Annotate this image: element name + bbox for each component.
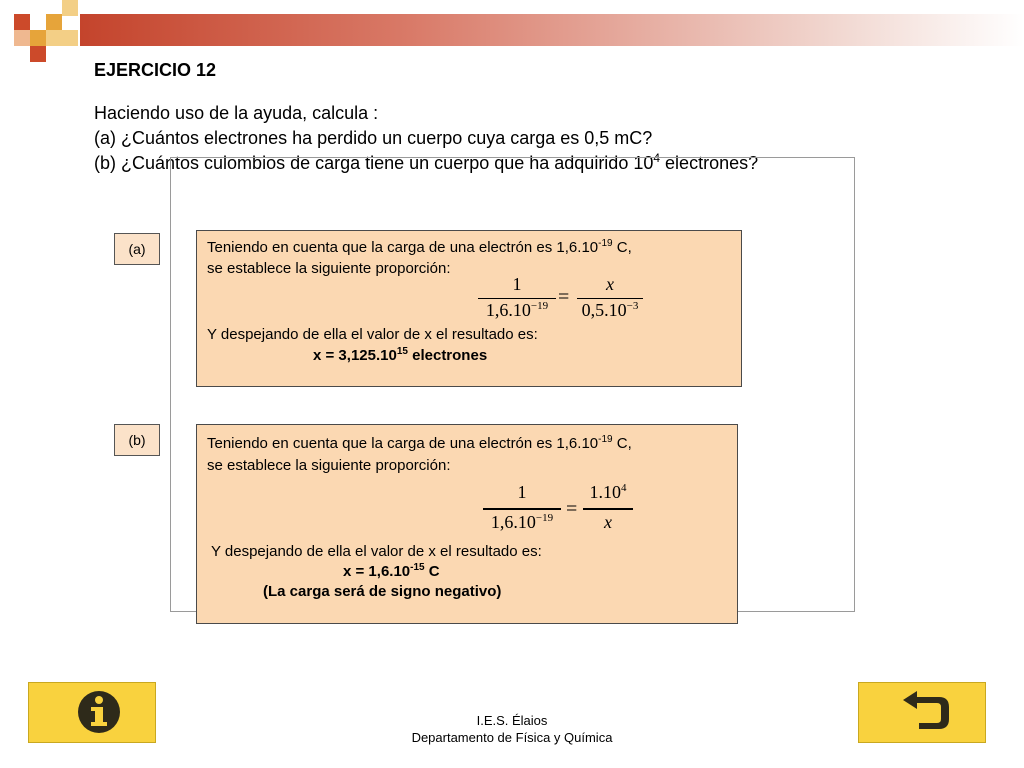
- fraction-right: [577, 274, 643, 322]
- deco-square: [46, 14, 62, 30]
- result-text: $x = 3,125.10^{15}$ electrones: [313, 346, 488, 364]
- equals-sign: =: [566, 498, 578, 520]
- deco-square: [62, 30, 78, 46]
- fraction-numerator: 1.10$^4$: [589, 482, 627, 502]
- statement-line: (b) ¿Cuántos culombios de carga tiene un cuerpo que ha adquirido $10^4$ electrones?: [94, 151, 759, 173]
- statement-line: Haciendo uso de la ayuda, calcula :: [94, 103, 379, 123]
- panel-text: Y despejando de ella el valor de x el resultado es:: [211, 543, 542, 560]
- part-b-label: (b): [114, 424, 160, 456]
- result-text: $x = 1,6.10^{-15}$ C: [343, 562, 440, 580]
- statement-line: (a) ¿Cuántos electrones ha perdido un cuerpo cuya carga es 0,5 mC?: [94, 128, 653, 148]
- fraction-denominator: $0,5.10^{-3}$: [581, 300, 639, 320]
- fraction-numerator: 1: [512, 274, 522, 294]
- panel-text: se establece la siguiente proporción:: [207, 260, 451, 277]
- fraction-bar: [577, 298, 643, 299]
- fraction-left: [483, 482, 561, 536]
- fraction-numerator: 1: [517, 482, 527, 502]
- footer: [300, 712, 724, 746]
- deco-square: [46, 30, 62, 46]
- footer-school: I.E.S. Élaios: [476, 713, 548, 728]
- fraction-denominator: $1,6.10^{-19}$: [490, 512, 554, 532]
- deco-square: [30, 46, 46, 62]
- fraction-denominator: x: [604, 512, 612, 532]
- result-note: (La carga será de signo negativo): [263, 583, 502, 600]
- deco-square: [30, 30, 46, 46]
- footer-department: Departamento de Física y Química: [411, 730, 613, 745]
- panel-text: Teniendo en cuenta que la carga de una electrón es $1,6.10^{-19}$ C,: [207, 238, 632, 256]
- exercise-title: EJERCICIO 12: [94, 60, 217, 80]
- equals-sign: =: [558, 286, 570, 308]
- deco-square: [14, 14, 30, 30]
- return-button[interactable]: [858, 682, 986, 743]
- fraction-denominator: $1,6.10^{-19}$: [485, 300, 549, 320]
- deco-square: [14, 30, 30, 46]
- fraction-right: [583, 482, 633, 536]
- info-button[interactable]: [28, 682, 156, 743]
- part-a-panel: [196, 230, 742, 387]
- panel-text: se establece la siguiente proporción:: [207, 457, 451, 474]
- panel-text: Y despejando de ella el valor de x el resultado es:: [207, 326, 538, 343]
- fraction-bar: [478, 298, 556, 299]
- header-gradient-bar: [80, 14, 1024, 46]
- panel-text: Teniendo en cuenta que la carga de una electrón es $1,6.10^{-19}$ C,: [207, 434, 632, 452]
- fraction-numerator: x: [606, 274, 614, 294]
- deco-square: [62, 0, 78, 16]
- fraction-bar: [583, 508, 633, 510]
- info-icon: [29, 683, 155, 742]
- part-a-label: (a): [114, 233, 160, 265]
- fraction-bar: [483, 508, 561, 510]
- part-b-panel: [196, 424, 738, 624]
- return-arrow-icon: [859, 683, 985, 742]
- fraction-left: [478, 274, 556, 322]
